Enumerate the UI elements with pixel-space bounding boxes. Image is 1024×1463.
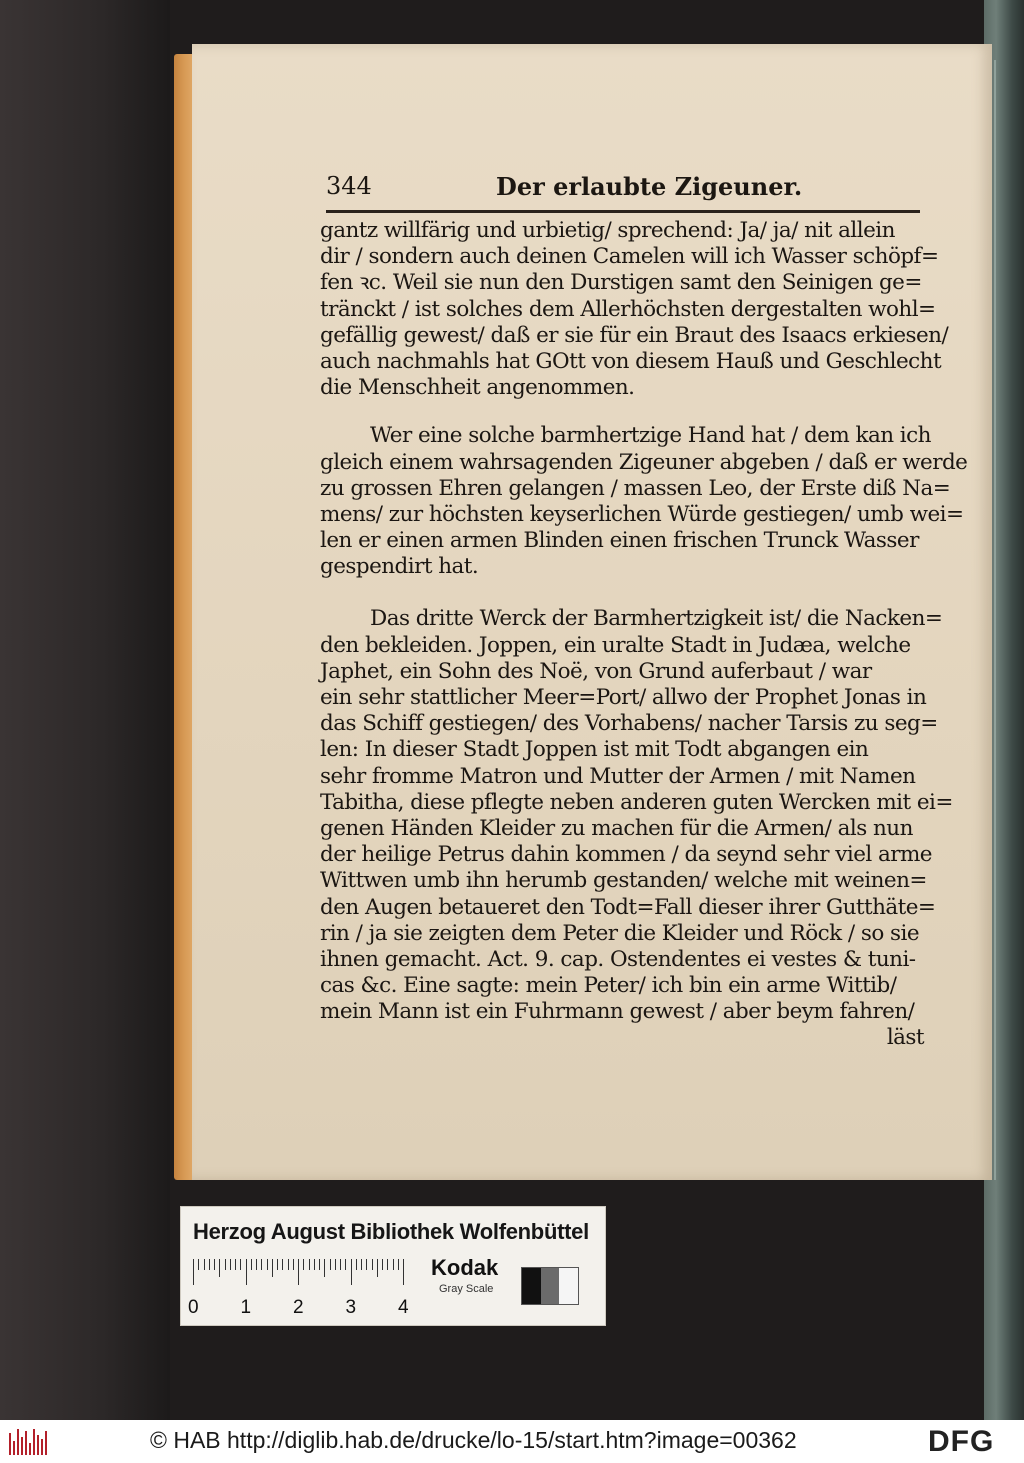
library-name: Herzog August Bibliothek Wolfenbüttel xyxy=(193,1219,589,1244)
text-line: genen Händen Kleider zu machen für die Armen/ als nun xyxy=(320,815,913,841)
text-line: Das dritte Werck der Barmhertzigkeit ist/ die Nacken= xyxy=(370,606,943,632)
text-line: len: In dieser Stadt Joppen ist mit Todt abgangen ein xyxy=(320,737,869,763)
text-line: der heilige Petrus dahin kommen / da seynd sehr viel arme xyxy=(320,842,932,868)
ruler-tick xyxy=(288,1259,289,1270)
text-line: mein Mann ist ein Fuhrmann gewest / aber beym fahren/ xyxy=(320,999,915,1025)
ruler-label: 1 xyxy=(240,1297,252,1318)
text-line: dir / sondern auch deinen Camelen will ich Wasser schöpf= xyxy=(320,244,939,270)
text-line: die Menschheit angenommen. xyxy=(320,375,635,401)
ruler-tick xyxy=(293,1259,294,1270)
logo-bar xyxy=(13,1441,15,1455)
ruler-tick xyxy=(209,1259,210,1270)
ruler-tick xyxy=(345,1259,346,1270)
gray-swatch xyxy=(541,1268,560,1304)
text-line: Tabitha, diese pflegte neben anderen guten Wercken mit ei= xyxy=(320,789,953,815)
text-line: gespendirt hat. xyxy=(320,554,479,580)
ruler-tick xyxy=(372,1259,373,1270)
footer-bar xyxy=(0,1420,1024,1463)
ruler-tick xyxy=(193,1259,194,1285)
page-number: 344 xyxy=(326,172,372,200)
dfg-logo: DFG xyxy=(928,1425,995,1458)
text-line: gantz willfärig und urbietig/ sprechend: Ja/ ja/ nit allein xyxy=(320,218,895,243)
ruler-tick xyxy=(303,1259,304,1270)
paragraph-2 xyxy=(320,423,968,580)
text-line: auch nachmahls hat GOtt von diesem Hauß und Geschlecht xyxy=(320,348,942,374)
body-text xyxy=(320,218,968,1052)
binding-highlight xyxy=(994,60,996,1180)
logo-bar xyxy=(45,1431,47,1455)
kodak-brand: Kodak xyxy=(431,1255,499,1280)
ruler-tick xyxy=(393,1259,394,1270)
logo-bar xyxy=(25,1431,27,1455)
ruler-tick xyxy=(225,1259,226,1270)
logo-bar xyxy=(41,1439,43,1455)
text-line: mens/ zur höchsten keyserlichen Würde gestiegen/ umb wei= xyxy=(320,501,964,527)
text-line: ihnen gemacht. Act. 9. cap. Ostendentes ei vestes & tuni- xyxy=(320,946,916,972)
ruler-tick xyxy=(403,1259,404,1285)
text-line: len er einen armen Blinden einen frischen Trunck Wasser xyxy=(320,528,919,554)
ruler-tick xyxy=(314,1259,315,1270)
ruler-tick xyxy=(335,1259,336,1270)
text-line: Wer eine solche barmhertzige Hand hat / dem kan ich xyxy=(370,423,931,449)
logo-bar xyxy=(21,1437,23,1455)
ruler-tick xyxy=(267,1259,268,1270)
ruler-tick xyxy=(240,1259,241,1270)
ruler-tick xyxy=(330,1259,331,1270)
ruler-tick xyxy=(298,1259,299,1285)
ruler-tick xyxy=(356,1259,357,1270)
logo-bar xyxy=(17,1429,19,1455)
library-color-card xyxy=(180,1206,606,1326)
gray-swatch xyxy=(559,1268,578,1304)
dark-background xyxy=(0,0,170,1420)
catchword: läst xyxy=(886,1025,924,1051)
logo-bar xyxy=(29,1443,31,1455)
logo-bar xyxy=(37,1435,39,1455)
text-line: gleich einem wahrsagenden Zigeuner abgeben / daß er werde xyxy=(320,449,968,475)
ruler-tick xyxy=(324,1259,325,1277)
ruler-tick xyxy=(219,1259,220,1277)
ruler-tick xyxy=(277,1259,278,1270)
text-line: ein sehr stattlicher Meer=Port/ allwo der Prophet Jonas in xyxy=(320,685,927,710)
text-line: zu grossen Ehren gelangen / massen Leo, der Erste diß Na= xyxy=(320,475,951,501)
page-header xyxy=(326,172,918,208)
text-line: Japhet, ein Sohn des Noë, von Grund auferbaut / war xyxy=(320,658,872,684)
gray-scale-label: Gray Scale xyxy=(439,1283,494,1295)
ruler-tick xyxy=(319,1259,320,1270)
gray-scale-swatches xyxy=(521,1267,579,1305)
ruler-label: 0 xyxy=(188,1297,199,1318)
ruler-tick xyxy=(361,1259,362,1270)
paragraph-3 xyxy=(320,606,953,1051)
ruler-tick xyxy=(272,1259,273,1277)
text-line: tränckt / ist solches dem Allerhöchsten dergestalten wohl= xyxy=(320,296,936,322)
logo-bar xyxy=(9,1433,11,1455)
ruler-tick xyxy=(398,1259,399,1270)
copyright-link[interactable]: © HAB http://diglib.hab.de/drucke/lo-15/start.htm?image=00362 xyxy=(150,1427,797,1453)
ruler-tick xyxy=(214,1259,215,1270)
paragraph-1 xyxy=(320,218,949,401)
hab-logo-icon xyxy=(8,1428,50,1456)
text-line: den Augen betaueret den Todt=Fall dieser ihrer Gutthäte= xyxy=(320,894,936,920)
ruler-tick xyxy=(235,1259,236,1270)
text-line: fen ꝛc. Weil sie nun den Durstigen samt den Seinigen ge= xyxy=(320,270,922,296)
ruler-tick xyxy=(251,1259,252,1270)
ruler-tick xyxy=(382,1259,383,1270)
ruler-tick xyxy=(198,1259,199,1270)
scale-ruler xyxy=(188,1259,415,1318)
ruler-tick xyxy=(256,1259,257,1270)
text-line: cas &c. Eine sagte: mein Peter/ ich bin ein arme Wittib/ xyxy=(320,973,897,999)
ruler-tick xyxy=(351,1259,352,1285)
ruler-tick xyxy=(230,1259,231,1270)
text-line: gefällig gewest/ daß er sie für ein Braut des Isaacs erkiesen/ xyxy=(320,322,949,348)
ruler-label: 3 xyxy=(345,1297,357,1318)
ruler-label: 2 xyxy=(293,1297,304,1318)
running-title: Der erlaubte Zigeuner. xyxy=(496,172,803,201)
ruler-tick xyxy=(261,1259,262,1270)
header-rule xyxy=(326,210,920,213)
text-line: rin / ja sie zeigten dem Peter die Kleider und Röck / so sie xyxy=(320,920,920,946)
text-line: das Schiff gestiegen/ des Vorhabens/ nacher Tarsis zu seg= xyxy=(320,711,938,737)
ruler-tick xyxy=(377,1259,378,1277)
gray-swatch xyxy=(522,1268,541,1304)
logo-bar xyxy=(33,1429,35,1455)
ruler-tick xyxy=(282,1259,283,1270)
ruler-tick xyxy=(309,1259,310,1270)
ruler-tick xyxy=(246,1259,247,1285)
ruler-tick xyxy=(340,1259,341,1270)
ruler-tick xyxy=(204,1259,205,1270)
ruler-label: 4 xyxy=(398,1297,409,1318)
ruler-tick xyxy=(387,1259,388,1270)
text-line: Wittwen umb ihn herumb gestanden/ welche mit weinen= xyxy=(320,868,927,894)
ruler-tick xyxy=(366,1259,367,1270)
text-line: sehr fromme Matron und Mutter der Armen / mit Namen xyxy=(320,763,916,789)
text-line: den bekleiden. Joppen, ein uralte Stadt in Judæa, welche xyxy=(320,632,911,658)
